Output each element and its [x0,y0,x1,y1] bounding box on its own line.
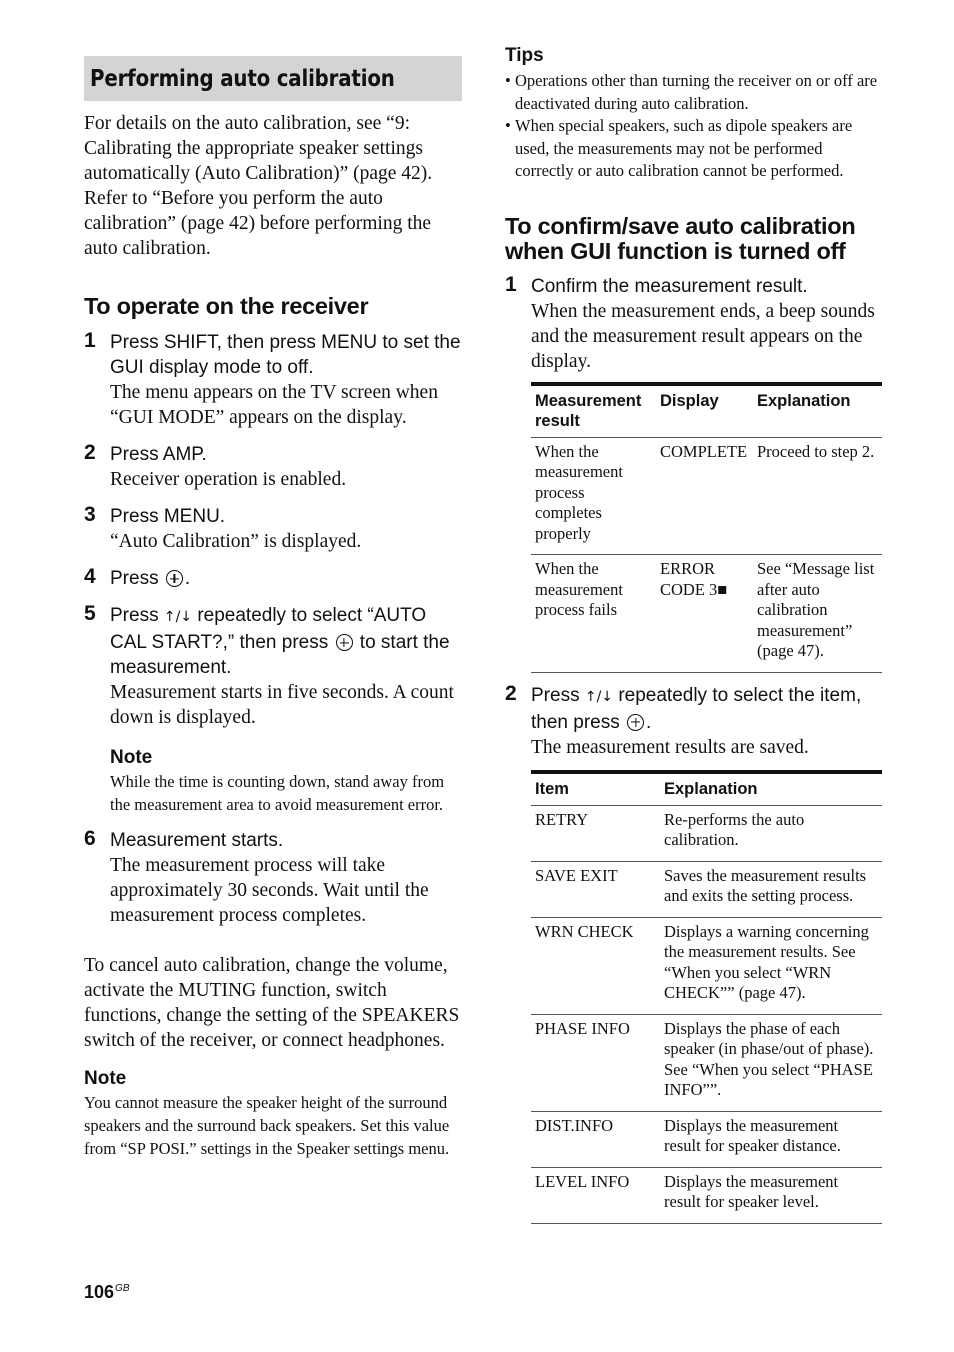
tip-item: • Operations other than turning the receiver on or off are deactivated during auto calibration. [505,71,878,113]
table-header: Item [531,772,660,806]
note-text: You cannot measure the speaker height of the surround speakers and the surround back speakers. Set this value from “SP POSI.” settings in the Speaker settings menu. [84,1093,450,1158]
table-row [531,1111,882,1167]
table-cell: See “Message list after auto calibration measurement” (page 47). [753,555,882,673]
up-down-arrow-icon: ↑/↓ [163,609,193,625]
subheading-operate-receiver: To operate on the receiver [84,293,369,319]
step-body: Receiver operation is enabled. [110,469,347,490]
step-heading: Press ↑/↓ repeatedly to select the item, then press . [531,684,862,733]
table-cell: WRN CHECK [531,917,660,1014]
table-row [531,861,882,917]
table-cell: Displays the measurement result for speaker distance. [660,1111,882,1167]
step-heading: Press AMP. [110,444,207,465]
table-cell: Saves the measurement results and exits the setting process. [660,861,882,917]
step-5-note [110,746,462,816]
enter-button-icon [336,634,353,651]
step-body: “Auto Calibration” is displayed. [110,531,362,552]
table-header: Display [656,384,753,438]
bottom-note [84,1067,462,1160]
table-cell: ERROR CODE 3■ [656,555,753,673]
table-header-row [531,772,882,806]
step-heading: Confirm the measurement result. [531,275,808,297]
table-cell: Proceed to step 2. [753,437,882,555]
step-number: 2 [84,441,96,464]
step-body: When the measurement ends, a beep sounds and the measurement result appears on the display. [531,300,875,372]
step-body: The menu appears on the TV screen when “GUI MODE” appears on the display. [110,382,438,428]
step-5 [84,603,462,816]
step-number: 2 [505,681,517,705]
table-cell: Displays the measurement result for speaker level. [660,1167,882,1223]
table-row [531,1167,882,1223]
right-column [505,44,883,1224]
table-header: Measurement result [531,384,656,438]
table-row [531,805,882,861]
table-cell: COMPLETE [656,437,753,555]
step-body: The measurement process will take approximately 30 seconds. Wait until the measurement process completes. [110,855,429,926]
section-title-bar [84,56,462,101]
step-number: 6 [84,827,96,850]
note-title: Note [110,747,153,768]
table-row [531,917,882,1014]
table-row [531,1014,882,1111]
table-cell: Re-performs the auto calibration. [660,805,882,861]
step-heading: Press MENU. [110,506,226,527]
page-number: $106^{GB}$ [84,1282,130,1302]
step-heading: Press SHIFT, then press MENU to set the GUI display mode to off. [110,332,461,378]
table-cell: LEVEL INFO [531,1167,660,1223]
enter-button-icon [166,570,183,587]
table-cell: SAVE EXIT [531,861,660,917]
measurement-result-table [531,382,882,673]
step-body: Measurement starts in five seconds. A count down is displayed. [110,682,454,728]
note-text: While the time is counting down, stand away from the measurement area to avoid measurement error. [110,772,445,814]
step-4 [84,566,462,591]
up-down-arrow-icon: ↑/↓ [584,688,614,705]
table-cell: When the measurement process fails [531,555,656,673]
right-step-1 [505,274,883,673]
note-title: Note [84,1068,127,1089]
tip-item: • When special speakers, such as dipole speakers are used, the measurements may not be performed correctly or auto calibration cannot be performed. [505,116,853,180]
intro-paragraph: For details on the auto calibration, see “9: Calibrating the appropriate speaker settings automatically (Auto Calibration)” (page 42). Refer to “Before you perform the auto calibration” (page 42) before performing the auto calibration. [84,113,433,259]
tips-title: Tips [505,45,544,66]
step-heading: Press ↑/↓ repeatedly to select “AUTO CAL START?,” then press to start the measurement. [110,605,450,678]
step-number: 1 [505,272,517,296]
enter-button-icon [627,714,644,731]
section-title: Performing auto calibration [90,65,395,92]
step-6 [84,828,462,928]
table-header-row [531,384,882,438]
step-number: 1 [84,329,96,352]
step-body: The measurement results are saved. [531,736,809,758]
right-step-2 [505,683,883,1224]
step-1 [84,330,462,430]
table-cell: DIST.INFO [531,1111,660,1167]
tips-list [505,70,883,183]
step-2 [84,442,462,492]
table-cell: Displays the phase of each speaker (in phase/out of phase). See “When you select “PHASE INFO””. [660,1014,882,1111]
table-cell: RETRY [531,805,660,861]
cancel-paragraph: To cancel auto calibration, change the volume, activate the MUTING function, switch functions, change the setting of the SPEAKERS switch of the receiver, or connect headphones. [84,955,460,1051]
table-cell: Displays a warning concerning the measurement results. See “When you select “WRN CHECK”” (page 47). [660,917,882,1014]
step-3 [84,504,462,554]
step-number: 3 [84,503,96,526]
subheading-confirm-save: To confirm/save auto calibration when GUI function is turned off [505,212,856,264]
page-suffix: GB [115,1283,130,1294]
left-column [84,56,462,1160]
table-row [531,555,882,673]
table-cell: PHASE INFO [531,1014,660,1111]
step-number: 4 [84,565,96,588]
table-header: Explanation [753,384,882,438]
step-heading: Press . [110,568,191,589]
step-number: 5 [84,602,96,625]
step-heading: Measurement starts. [110,830,284,851]
item-explanation-table [531,770,882,1224]
table-header: Explanation [660,772,882,806]
table-cell: When the measurement process completes properly [531,437,656,555]
table-row [531,437,882,555]
